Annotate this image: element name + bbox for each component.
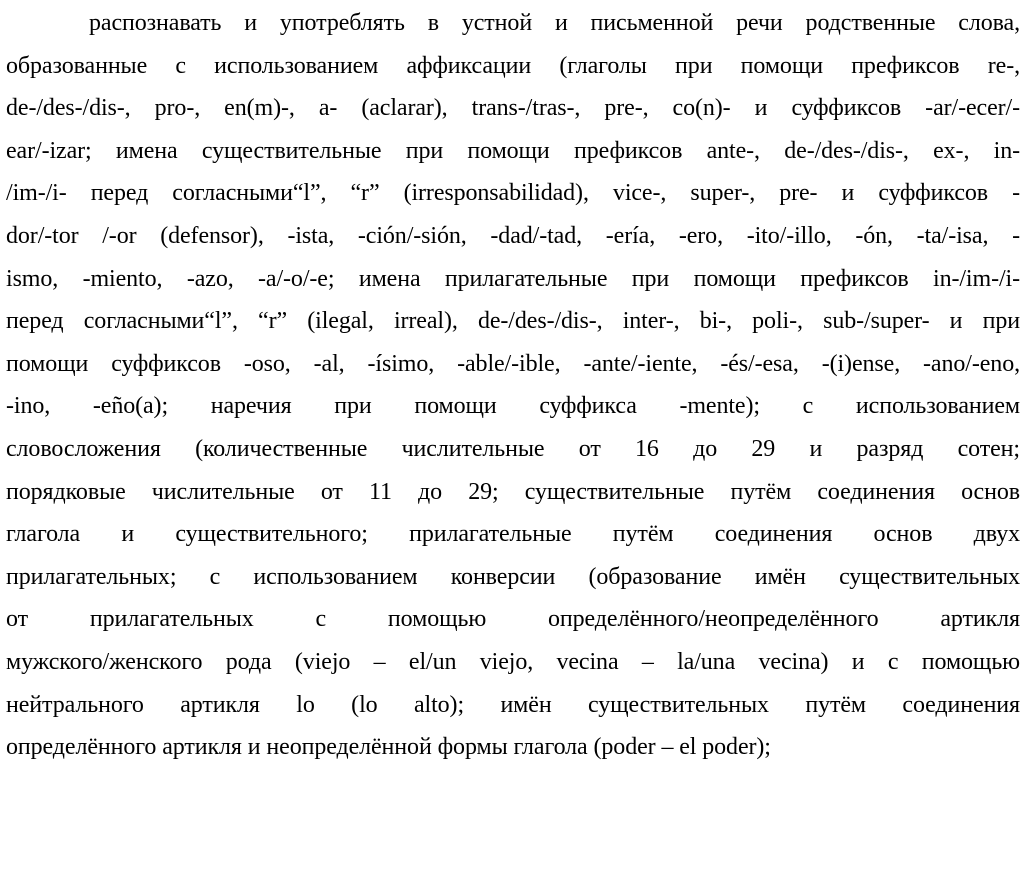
text-line: порядковые числительные от 11 до 29; существительные путём соединения основ [6, 478, 1020, 505]
text-line: определённого артикля и неопределённой формы глагола (poder – el poder); [6, 734, 771, 761]
text-line: мужского/женского рода (viejo – el/un viejo, vecina – la/una vecina) и с помощью [6, 648, 1020, 675]
text-line: глагола и существительного; прилагательные путём соединения основ двух [6, 521, 1020, 548]
text-line: -ino, -eño(a); наречия при помощи суффикса -mente); с использованием [6, 393, 1020, 420]
text-line: de-/des-/dis-, pro-, en(m)-, a- (aclarar), trans-/tras-, pre-, co(n)- и суффиксов -ar/-ecer/- [6, 95, 1020, 122]
text-line: ear/-izar; имена существительные при помощи префиксов ante-, de-/des-/dis-, ex-, in- [6, 137, 1020, 164]
text-line: dor/-tor /-or (defensor), -ista, -ción/-sión, -dad/-tad, -ería, -ero, -ito/-illo, -ón, -ta/-isa, - [6, 222, 1020, 249]
text-line: словосложения (количественные числительные от 16 до 29 и разряд сотен; [6, 435, 1020, 462]
text-line: от прилагательных с помощью определённого/неопределённого артикля [6, 606, 1020, 633]
text-line: прилагательных; с использованием конверсии (образование имён существительных [6, 563, 1020, 590]
text-line: помощи суффиксов -oso, -al, -ísimo, -able/-ible, -ante/-iente, -és/-esa, -(i)ense, -ano/-eno, [6, 350, 1020, 377]
text-line: перед согласными“l”, “r” (ilegal, irreal), de-/des-/dis-, inter-, bi-, poli-, sub-/super- и при [6, 308, 1020, 335]
text-line: образованные с использованием аффиксации (глаголы при помощи префиксов re-, [6, 52, 1020, 79]
text-line: нейтрального артикля lo (lo alto); имён существительных путём соединения [6, 691, 1020, 718]
text-line: ismo, -miento, -azo, -a/-o/-e; имена прилагательные при помощи префиксов in-/im-/i- [6, 265, 1020, 292]
text-line: /im-/i- перед согласными“l”, “r” (irresponsabilidad), vice-, super-, pre- и суффиксов - [6, 180, 1020, 207]
text-line: распознавать и употреблять в устной и письменной речи родственные слова, [89, 10, 1020, 36]
paragraph [6, 2, 1020, 769]
document-page [6, 2, 1020, 769]
